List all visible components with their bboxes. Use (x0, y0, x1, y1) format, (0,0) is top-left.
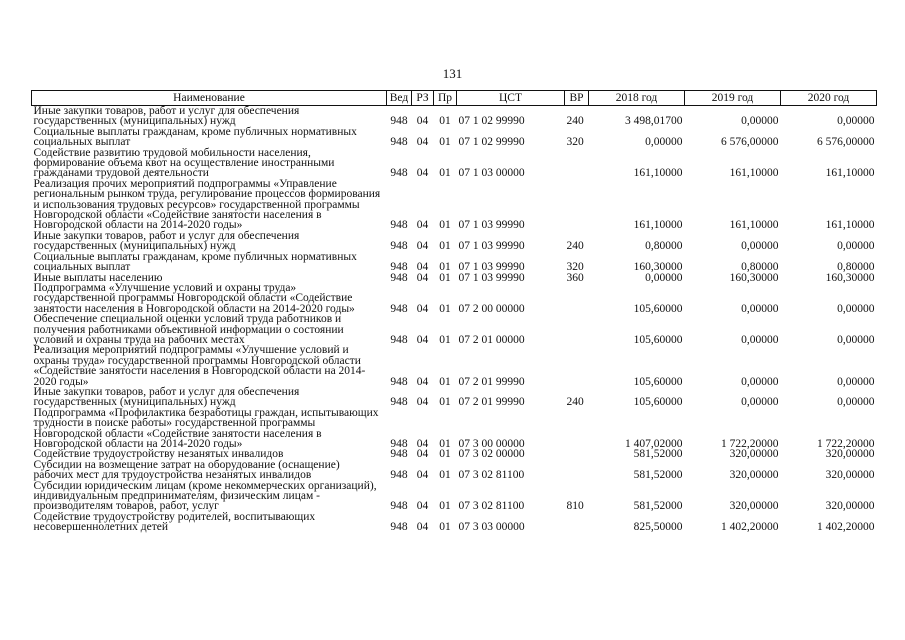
amount-2020-cell: 160,30000 (825, 271, 875, 284)
amount-2020-cell: 320,00000 (825, 500, 875, 513)
ved-cell: 948 (390, 302, 408, 315)
amount-2018-cell: 105,60000 (633, 396, 683, 409)
table-body (32, 106, 877, 533)
ved-cell: 948 (390, 261, 408, 274)
amount-2020-cell: 0,00000 (837, 333, 875, 346)
pr-cell: 01 (439, 448, 451, 461)
vr-cell (565, 148, 589, 179)
row-name-cell: Подпрограмма «Улучшение условий и охраны труда» государственной программы Новгородской области «Содействие занятости населения в Новгородской области на 2014-2020 годы» (33, 281, 355, 315)
cst-cell: 07 1 03 99990 (458, 261, 525, 274)
pr-cell: 01 (439, 500, 451, 513)
amount-2018-cell: 161,10000 (633, 219, 683, 232)
row-name-cell: Иные выплаты населению (33, 271, 163, 284)
amount-2018-cell: 581,52000 (633, 469, 683, 482)
header-2018: 2018 год (589, 91, 685, 106)
amount-2019-cell: 320,00000 (729, 448, 779, 461)
amount-2020-cell: 1 722,20000 (817, 438, 875, 450)
row-name-cell: Содействие трудоустройству родителей, воспитывающих несовершеннолетних детей (33, 510, 316, 534)
amount-2019-cell: 0,00000 (741, 302, 779, 315)
cst-cell: 07 1 03 99990 (458, 240, 525, 253)
ved-cell: 948 (390, 521, 408, 534)
header-2019: 2019 год (685, 91, 781, 106)
ved-cell: 948 (390, 438, 408, 450)
vr-cell: 240 (566, 115, 584, 128)
rz-cell: 04 (416, 448, 429, 461)
rz-cell: 04 (416, 271, 429, 284)
amount-2019-cell: 6 576,00000 (721, 136, 779, 149)
row-name-cell: Иные закупки товаров, работ и услуг для обеспечения государственных (муниципальных) нужд (33, 385, 300, 409)
pr-cell: 01 (439, 469, 451, 482)
row-name-cell: Субсидии юридическим лицам (кроме некоммерческих организаций), индивидуальным предпринимателям, физическим лицам - производителям товаров, работ, услуг (33, 479, 377, 513)
cst-cell: 07 2 00 00000 (458, 302, 525, 315)
amount-2020-cell: 0,80000 (837, 261, 875, 274)
rz-cell: 04 (416, 333, 429, 346)
pr-cell: 01 (439, 115, 451, 128)
vr-cell: 320 (566, 261, 584, 274)
row-name-cell: Иные закупки товаров, работ и услуг для обеспечения государственных (муниципальных) нужд (33, 229, 300, 253)
amount-2020-cell: 320,00000 (825, 448, 875, 461)
pr-cell: 01 (439, 136, 451, 149)
cst-cell: 07 3 02 81100 (458, 469, 525, 482)
amount-2018-cell: 105,60000 (633, 302, 683, 315)
vr-cell: 240 (566, 240, 584, 253)
vr-cell (565, 449, 589, 459)
cst-cell: 07 3 02 00000 (458, 448, 525, 461)
amount-2020-cell: 6 576,00000 (817, 136, 875, 149)
table-row (32, 106, 877, 127)
amount-2019-cell: 1 722,20000 (721, 438, 779, 450)
amount-2020-cell: 161,10000 (825, 167, 875, 180)
ved-cell: 948 (390, 167, 408, 180)
ved-cell: 948 (390, 136, 408, 149)
rz-cell: 04 (416, 500, 429, 513)
cst-cell: 07 1 02 99990 (458, 115, 525, 128)
table-row (32, 387, 877, 408)
ved-cell: 948 (390, 115, 408, 128)
row-name-cell: Содействие трудоустройству незанятых инвалидов (33, 448, 284, 461)
ved-cell: 948 (390, 375, 408, 388)
table-row (32, 408, 877, 450)
header-vr: ВР (565, 91, 589, 106)
ved-cell: 948 (390, 469, 408, 482)
amount-2019-cell: 0,80000 (741, 261, 779, 274)
pr-cell: 01 (439, 240, 451, 253)
table-row (32, 148, 877, 179)
amount-2018-cell: 1 407,02000 (625, 438, 683, 450)
pr-cell: 01 (439, 302, 451, 315)
amount-2020-cell: 161,10000 (825, 219, 875, 232)
table-row (32, 481, 877, 512)
ved-cell: 948 (390, 333, 408, 346)
pr-cell: 01 (439, 333, 451, 346)
amount-2019-cell: 161,10000 (729, 219, 779, 232)
table-row (32, 179, 877, 231)
vr-cell (565, 408, 589, 450)
amount-2020-cell: 320,00000 (825, 469, 875, 482)
row-name-cell: Обеспечение специальной оценки условий труда работников и получения работниками объективной информации о состоянии условий и охраны труда на рабочих местах (33, 313, 344, 346)
page-number: 131 (442, 66, 463, 81)
amount-2019-cell: 0,00000 (741, 375, 779, 388)
vr-cell (565, 314, 589, 345)
amount-2020-cell: 0,00000 (837, 302, 875, 315)
vr-cell (565, 460, 589, 481)
row-name-cell: Реализация мероприятий подпрограммы «Улучшение условий и охраны труда» государственной программы Новгородской области «Содействие занятости населения в Новгородской области на 2014-2020 годы» (33, 344, 366, 388)
pr-cell: 01 (439, 167, 451, 180)
rz-cell: 04 (416, 240, 429, 253)
row-name-cell: Подпрограмма «Профилактика безработицы граждан, испытывающих трудности в поиске работы» государственной программы Новгородской области «Содействие занятости населения в Новгородской области на 2014-2020 годы» (33, 406, 379, 450)
row-name-cell: Реализация прочих мероприятий подпрограммы «Управление региональным рынком труда, регулирование процессов формирования и использования трудовых ресурсов» государственной программы Новгородской области «Содействие занятости населения в Новгородской области на 2014-2020 годы» (33, 177, 381, 232)
ved-cell: 948 (390, 448, 408, 461)
rz-cell: 04 (416, 219, 429, 232)
budget-table (31, 90, 877, 533)
amount-2019-cell: 0,00000 (741, 240, 779, 253)
amount-2020-cell: 0,00000 (837, 396, 875, 409)
cst-cell: 07 2 01 99990 (458, 375, 525, 388)
cst-cell: 07 2 01 00000 (458, 333, 525, 346)
row-name-cell: Социальные выплаты гражданам, кроме публичных нормативных социальных выплат (33, 125, 357, 149)
amount-2018-cell: 0,80000 (645, 240, 683, 253)
table-row (32, 283, 877, 314)
rz-cell: 04 (416, 115, 429, 128)
cst-cell: 07 1 03 00000 (458, 167, 525, 180)
rz-cell: 04 (416, 261, 429, 274)
cst-cell: 07 3 02 81100 (458, 500, 525, 513)
ved-cell: 948 (390, 271, 408, 284)
header-name: Наименование (32, 91, 387, 106)
table-row (32, 127, 877, 148)
table-header-row (32, 91, 877, 106)
vr-cell: 320 (566, 136, 584, 149)
vr-cell: 810 (566, 500, 584, 513)
table-row (32, 460, 877, 481)
header-rz: РЗ (412, 91, 434, 106)
table-row (32, 231, 877, 252)
amount-2018-cell: 160,30000 (633, 261, 683, 274)
row-name-cell: Субсидии на возмещение затрат на оборудование (оснащение) рабочих мест для трудоустройства незанятых инвалидов (33, 458, 340, 482)
vr-cell (565, 512, 589, 533)
amount-2019-cell: 0,00000 (741, 333, 779, 346)
amount-2018-cell: 3 498,01700 (625, 115, 683, 128)
rz-cell: 04 (416, 167, 429, 180)
ved-cell: 948 (390, 219, 408, 232)
amount-2018-cell: 105,60000 (633, 333, 683, 346)
pr-cell: 01 (439, 396, 451, 409)
cst-cell: 07 3 03 00000 (458, 521, 525, 534)
pr-cell: 01 (439, 375, 451, 388)
vr-cell (565, 179, 589, 231)
pr-cell: 01 (439, 271, 451, 284)
cst-cell: 07 1 02 99990 (458, 136, 525, 149)
vr-cell: 240 (566, 396, 584, 409)
row-name-cell: Социальные выплаты гражданам, кроме публичных нормативных социальных выплат (33, 250, 357, 274)
rz-cell: 04 (416, 469, 429, 482)
pr-cell: 01 (439, 219, 451, 232)
amount-2018-cell: 161,10000 (633, 167, 683, 180)
amount-2018-cell: 0,00000 (645, 271, 683, 284)
cst-cell: 07 3 00 00000 (458, 438, 525, 450)
amount-2019-cell: 0,00000 (741, 396, 779, 409)
pr-cell: 01 (439, 261, 451, 274)
amount-2018-cell: 581,52000 (633, 448, 683, 461)
row-name-cell: Иные закупки товаров, работ и услуг для обеспечения государственных (муниципальных) нужд (33, 105, 300, 128)
rz-cell: 04 (416, 438, 429, 450)
amount-2019-cell: 1 402,20000 (721, 521, 779, 534)
amount-2019-cell: 161,10000 (729, 167, 779, 180)
rz-cell: 04 (416, 302, 429, 315)
ved-cell: 948 (390, 500, 408, 513)
header-ved: Вед (387, 91, 412, 106)
ved-cell: 948 (390, 396, 408, 409)
pr-cell: 01 (439, 438, 451, 450)
header-2020: 2020 год (781, 91, 877, 106)
rz-cell: 04 (416, 375, 429, 388)
amount-2019-cell: 320,00000 (729, 469, 779, 482)
table-row (32, 252, 877, 273)
vr-cell: 360 (566, 271, 584, 284)
amount-2018-cell: 105,60000 (633, 375, 683, 388)
amount-2018-cell: 825,50000 (633, 521, 683, 534)
vr-cell (565, 283, 589, 314)
amount-2020-cell: 0,00000 (837, 375, 875, 388)
amount-2020-cell: 0,00000 (837, 115, 875, 128)
amount-2018-cell: 0,00000 (645, 136, 683, 149)
rz-cell: 04 (416, 136, 429, 149)
rz-cell: 04 (416, 521, 429, 534)
amount-2019-cell: 160,30000 (729, 271, 779, 284)
ved-cell: 948 (390, 240, 408, 253)
amount-2018-cell: 581,52000 (633, 500, 683, 513)
amount-2020-cell: 0,00000 (837, 240, 875, 253)
rz-cell: 04 (416, 396, 429, 409)
amount-2019-cell: 0,00000 (741, 115, 779, 128)
cst-cell: 07 1 03 99990 (458, 219, 525, 232)
header-pr: Пр (434, 91, 457, 106)
table-row (32, 314, 877, 345)
vr-cell (565, 345, 589, 387)
cst-cell: 07 1 03 99990 (458, 271, 525, 284)
cst-cell: 07 2 01 99990 (458, 396, 525, 409)
table-row (32, 345, 877, 387)
header-cst: ЦСТ (457, 91, 565, 106)
amount-2019-cell: 320,00000 (729, 500, 779, 513)
table-row (32, 512, 877, 533)
row-name-cell: Содействие развитию трудовой мобильности населения, формирование объема квот на осуществление иностранными гражданами трудовой деятельности (33, 146, 335, 180)
pr-cell: 01 (439, 521, 451, 534)
amount-2020-cell: 1 402,20000 (817, 521, 875, 534)
